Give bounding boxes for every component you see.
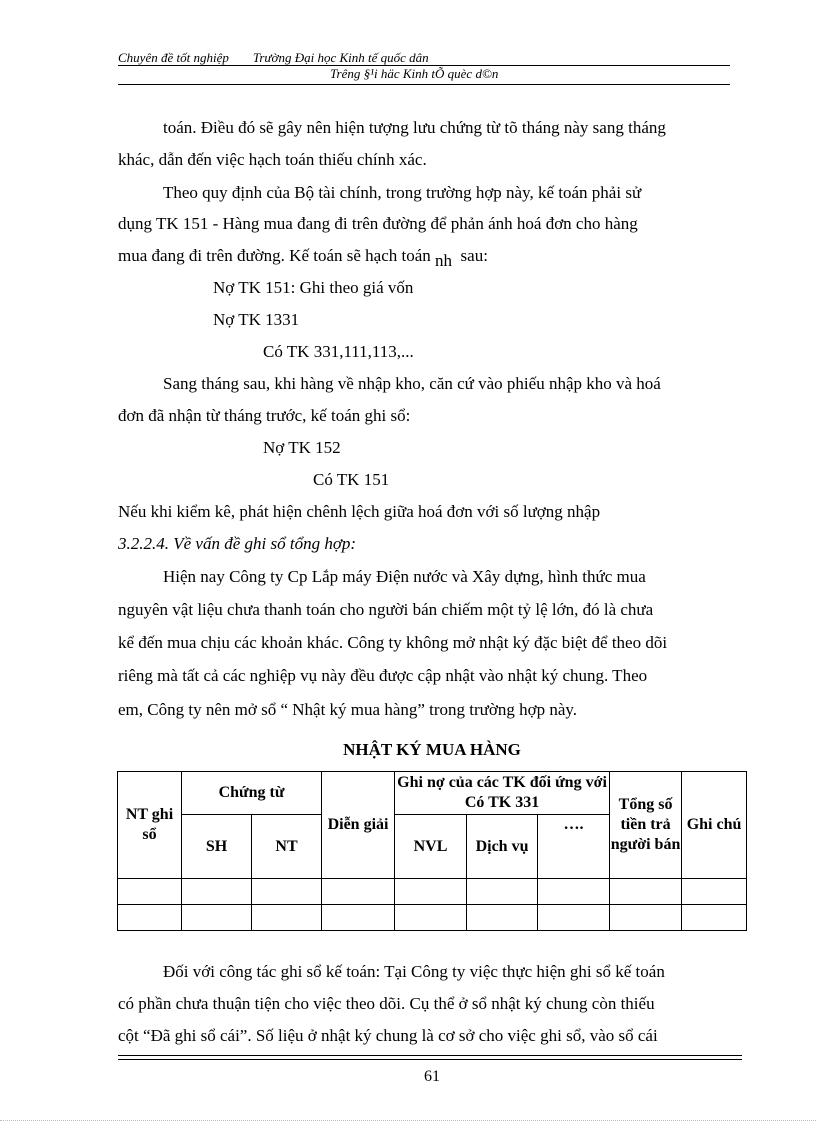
- page-number: 61: [424, 1068, 440, 1085]
- col-nvl: NVL: [395, 815, 467, 879]
- paragraph-line: có phần chưa thuận tiện cho việc theo dõi. Cụ thể ở sổ nhật ký chung còn thiếu: [118, 994, 655, 1013]
- col-dien-giai: Diễn giải: [322, 772, 395, 879]
- col-dich-vu: Dịch vụ: [467, 815, 538, 879]
- paragraph-line: [118, 246, 488, 270]
- purchase-journal-table: [117, 771, 747, 931]
- col-tong-so-tien: Tổng số tiền trả người bán: [610, 772, 682, 879]
- col-nt: NT: [252, 815, 322, 879]
- paragraph-line: cột “Đã ghi sổ cái”. Số liệu ở nhật ký chung là cơ sở cho việc ghi sổ, vào sổ cái: [118, 1026, 658, 1045]
- section-heading: 3.2.2.4. Về vấn đề ghi sổ tổng hợp:: [118, 534, 357, 553]
- paragraph-line: Đối với công tác ghi sổ kế toán: Tại Công ty việc thực hiện ghi sổ kế toán: [163, 962, 665, 981]
- paragraph-line: đơn đã nhận từ tháng trước, kế toán ghi sổ:: [118, 406, 411, 425]
- footer-rule-2: [118, 1059, 742, 1060]
- paragraph-line: Nếu khi kiểm kê, phát hiện chênh lệch giữa hoá đơn với số lượng nhập: [118, 502, 601, 521]
- paragraph-line: riêng mà tất cả các nghiệp vụ này đều được cập nhật vào nhật ký chung. Theo: [118, 666, 648, 685]
- journal-entry: Nợ TK 152: [263, 438, 341, 457]
- paragraph-text-sub: nh: [435, 251, 453, 270]
- header-right: Trường Đại học Kinh tế quốc dân: [252, 50, 429, 65]
- paragraph-line: nguyên vật liệu chưa thanh toán cho người bán chiếm một tỷ lệ lớn, đó là chưa: [118, 600, 654, 619]
- table-row: [118, 879, 747, 905]
- page-edge: [0, 1120, 816, 1121]
- journal-entry: Có TK 331,111,113,...: [263, 342, 414, 361]
- paragraph-line: Theo quy định của Bộ tài chính, trong trường hợp này, kế toán phải sử: [163, 183, 642, 202]
- col-ghi-no: Ghi nợ của các TK đối ứng với Có TK 331: [395, 772, 610, 815]
- paragraph-line: Hiện nay Công ty Cp Lắp máy Điện nước và Xây dựng, hình thức mua: [163, 567, 646, 586]
- col-chung-tu: Chứng từ: [182, 772, 322, 815]
- table-title: NHẬT KÝ MUA HÀNG: [343, 740, 521, 759]
- paragraph-line: khác, dẫn đến việc hạch toán thiếu chính xác.: [118, 150, 427, 169]
- paragraph-line: em, Công ty nên mở sổ “ Nhật ký mua hàng” trong trường hợp này.: [118, 700, 578, 719]
- journal-entry: Nợ TK 151: Ghi theo giá vốn: [213, 278, 414, 297]
- running-header: [118, 50, 429, 66]
- paragraph-line: toán. Điều đó sẽ gây nên hiện tượng lưu chứng từ tõ tháng này sang tháng: [163, 118, 666, 137]
- paragraph-line: Sang tháng sau, khi hàng về nhập kho, căn cứ vào phiếu nhập kho và hoá: [163, 374, 661, 393]
- header-garbled: Trêng §¹i häc Kinh tÕ quèc d©n: [330, 66, 499, 81]
- table-row: [118, 905, 747, 931]
- footer-rule: [118, 1055, 742, 1056]
- paragraph-text: sau:: [460, 246, 488, 265]
- journal-entry: Nợ TK 1331: [213, 310, 300, 329]
- paragraph-line: dụng TK 151 - Hàng mua đang đi trên đường để phản ánh hoá đơn cho hàng: [118, 214, 638, 233]
- paragraph-text: mua đang đi trên đường. Kế toán sẽ hạch toán: [118, 246, 431, 265]
- col-ghi-chu: Ghi chú: [682, 772, 747, 879]
- paragraph-line: kể đến mua chịu các khoản khác. Công ty không mở nhật ký đặc biệt để theo dõi: [118, 633, 668, 652]
- header-rule-2: [118, 84, 730, 85]
- journal-entry: Có TK 151: [313, 470, 390, 489]
- col-nt-ghi-so: NT ghi sổ: [118, 772, 182, 879]
- header-left: Chuyên đề tốt nghiệp: [118, 50, 229, 65]
- col-more: ….: [538, 815, 610, 879]
- col-sh: SH: [182, 815, 252, 879]
